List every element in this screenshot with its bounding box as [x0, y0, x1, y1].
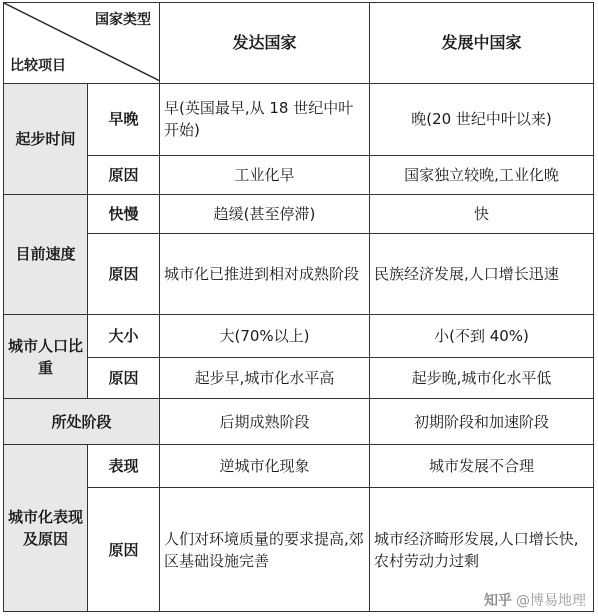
sub-label: 快慢 [88, 194, 160, 233]
corner-top-label: 国家类型 [95, 12, 151, 28]
header-developing: 发展中国家 [370, 3, 594, 84]
category-urbanization-performance: 城市化表现及原因 [4, 444, 88, 611]
zhihu-logo: 知乎 [484, 593, 512, 609]
sub-label: 大小 [88, 314, 160, 357]
table-row [4, 155, 594, 194]
cell-developing: 起步晚,城市化水平低 [370, 358, 594, 399]
cell-developed: 逆城市化现象 [160, 444, 370, 487]
corner-bottom-label: 比较项目 [10, 57, 66, 74]
corner-cell [4, 3, 160, 84]
sub-label: 原因 [88, 488, 160, 612]
table-row [4, 444, 594, 487]
cell-developed: 后期成熟阶段 [160, 399, 370, 444]
cell-developed: 城市化已推进到相对成熟阶段 [160, 234, 370, 315]
cell-developed: 大(70%以上) [160, 314, 370, 357]
watermark-author: @博易地理 [516, 593, 586, 609]
sub-label: 原因 [88, 358, 160, 399]
cell-developing: 晚(20 世纪中叶以来) [370, 83, 594, 155]
sub-label: 原因 [88, 234, 160, 315]
sub-label: 表现 [88, 444, 160, 487]
cell-developing: 民族经济发展,人口增长迅速 [370, 234, 594, 315]
cell-developed: 起步早,城市化水平高 [160, 358, 370, 399]
cell-developing: 城市发展不合理 [370, 444, 594, 487]
table-row [4, 399, 594, 444]
table-row [4, 83, 594, 155]
cell-developing: 快 [370, 194, 594, 233]
table-row [4, 194, 594, 233]
cell-developed: 趋缓(甚至停滞) [160, 194, 370, 233]
comparison-table-container [3, 2, 593, 612]
table-row [4, 358, 594, 399]
category-start-time: 起步时间 [4, 83, 88, 194]
table-row [4, 314, 594, 357]
category-stage: 所处阶段 [4, 399, 160, 444]
header-developed: 发达国家 [160, 3, 370, 84]
sub-label: 早晚 [88, 83, 160, 155]
table-row [4, 234, 594, 315]
urbanization-comparison-table [3, 2, 594, 612]
cell-developing: 初期阶段和加速阶段 [370, 399, 594, 444]
cell-developing: 小(不到 40%) [370, 314, 594, 357]
cell-developing: 国家独立较晚,工业化晚 [370, 155, 594, 194]
category-current-speed: 目前速度 [4, 194, 88, 314]
cell-developed: 人们对环境质量的要求提高,郊区基础设施完善 [160, 488, 370, 612]
cell-developing: 城市经济畸形发展,人口增长快,农村劳动力过剩 [370, 488, 594, 612]
cell-developed: 工业化早 [160, 155, 370, 194]
category-urban-population: 城市人口比重 [4, 314, 88, 399]
sub-label: 原因 [88, 155, 160, 194]
watermark [484, 590, 586, 610]
header-row [4, 3, 594, 84]
cell-developed: 早(英国最早,从 18 世纪中叶开始) [160, 83, 370, 155]
